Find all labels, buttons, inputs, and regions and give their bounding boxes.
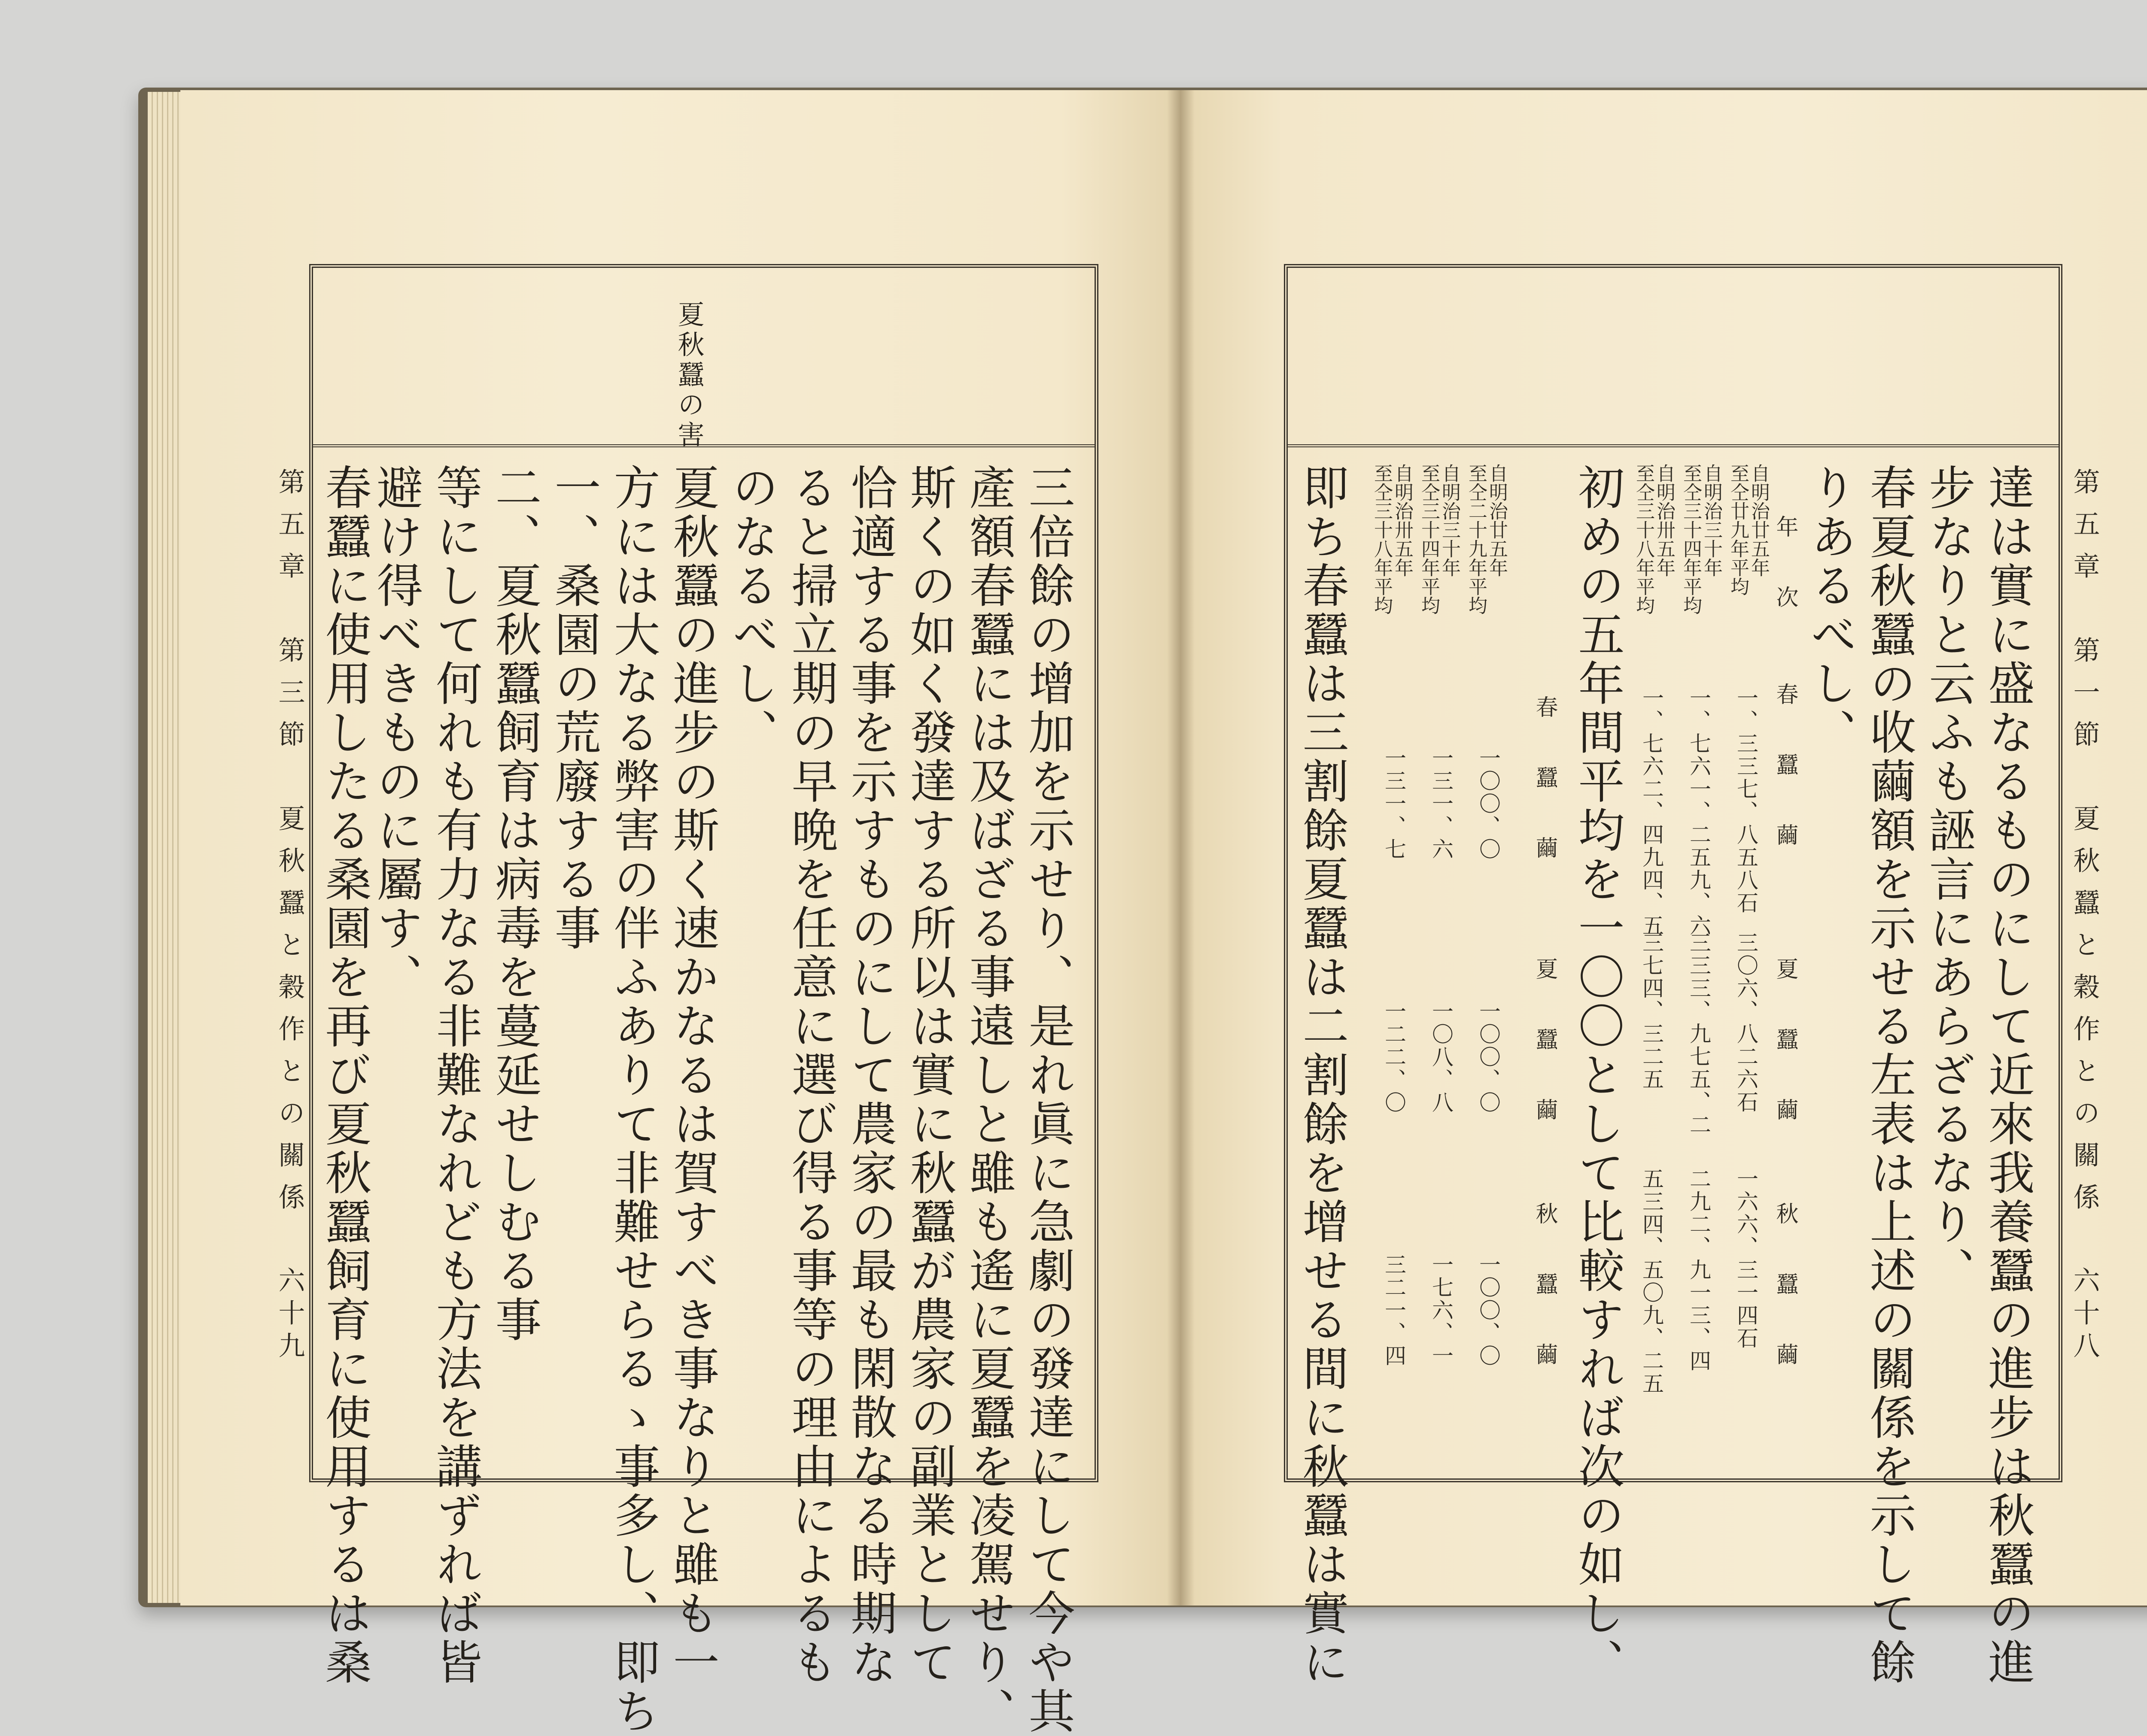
right-line-3: 春夏秋蠶の收繭額を示せる左表は上述の關係を示して餘 xyxy=(1862,464,1916,1687)
left-line-8: 方には大なる弊害の伴ふありて非難せらるゝ事多し、即ち xyxy=(606,464,660,1736)
table2-header-autumn: 秋 蠶 繭 xyxy=(1532,1202,1557,1378)
left-line-2: 產額春蠶には及ばざる事遠しと雖も遙に夏蠶を凌駕せり、 xyxy=(961,464,1015,1736)
table2-header-spring: 春 蠶 繭 xyxy=(1532,695,1557,871)
right-line-1: 達は實に盛なるものにして近來我養蠶の進步は秋蠶の進 xyxy=(1980,464,2034,1687)
table2-row2-summer: 一〇八、八 xyxy=(1429,1000,1454,1114)
table1-header-autumn: 秋 蠶 繭 xyxy=(1772,1202,1798,1378)
right-line-4: りあるべし、 xyxy=(1803,464,1856,757)
table2-row2-period-a: 自明治三十年 xyxy=(1438,464,1460,577)
table1-header-period: 年 次 xyxy=(1772,515,1798,621)
table1-header-spring: 春 蠶 繭 xyxy=(1772,683,1798,859)
table2-row1-spring: 一〇〇、〇 xyxy=(1476,747,1501,861)
table2-row3-autumn: 三二一、四 xyxy=(1381,1253,1406,1367)
table1-row3-autumn: 五三四、五〇九、二五 xyxy=(1639,1168,1664,1395)
table1-row2-period-a: 自明治三十年 xyxy=(1700,464,1722,577)
right-header-rule xyxy=(1288,444,2059,447)
left-line-6: のなるべし、 xyxy=(724,464,778,757)
left-line-4: 恰適する事を示すものにして農家の最も閑散なる時期な xyxy=(843,464,897,1687)
table2-row1-summer: 一〇〇、〇 xyxy=(1476,1000,1501,1114)
right-line-2: 步なりと云ふも誣言にあらざるなり、 xyxy=(1921,464,1975,1296)
left-line-10: 二、夏秋蠶飼育は病毒を蔓延せしむる事 xyxy=(487,464,541,1344)
right-line-middle: 初めの五年間平均を一〇〇として比較すれば次の如し、 xyxy=(1570,464,1624,1687)
table1-row1-spring: 一、三三七、八五八石 xyxy=(1733,687,1758,914)
right-running-head: 第五章 第一節 夏秋蠶と穀作との關係 xyxy=(2069,468,2100,1225)
book-gutter xyxy=(1167,90,1195,1605)
table2-row3-summer: 一二二、〇 xyxy=(1381,1000,1406,1114)
table1-row1-autumn: 一六六、三一四石 xyxy=(1733,1168,1758,1350)
table1-row1-summer: 三〇六、八二六石 xyxy=(1733,932,1758,1114)
table2-header-summer: 夏 蠶 繭 xyxy=(1532,957,1557,1133)
table2-row1-period-b: 至仝二十九年平均 xyxy=(1465,464,1487,615)
table1-row3-period-a: 自明治卅五年 xyxy=(1653,464,1675,577)
left-line-9: 一、桑園の荒廢する事 xyxy=(547,464,600,953)
right-line-last: 即ち春蠶は三割餘夏蠶は二割餘を增せる間に秋蠶は實に xyxy=(1295,464,1348,1687)
left-line-7: 夏秋蠶の進步の斯く速かなるは賀すべき事なりと雖も一 xyxy=(665,464,719,1687)
table2-row2-spring: 一三一、六 xyxy=(1429,747,1454,861)
left-line-11: 等にして何れも有力なる非難なれども方法を講ずれば皆 xyxy=(428,464,482,1687)
table2-row3-period-a: 自明治卅五年 xyxy=(1391,464,1413,577)
left-line-3: 斯くの如く發達する所以は實に秋蠶が農家の副業として xyxy=(902,464,956,1687)
left-line-5: ると掃立期の早晩を任意に選び得る事等の理由によるも xyxy=(784,464,837,1687)
table2-row1-autumn: 一〇〇、〇 xyxy=(1476,1253,1501,1367)
left-running-head: 第五章 第三節 夏秋蠶と穀作との關係 xyxy=(274,468,305,1225)
table1-row2-period-b: 至仝三十四年平均 xyxy=(1680,464,1702,615)
table2-row2-autumn: 一七六、一 xyxy=(1429,1253,1454,1367)
table2-row1-period-a: 自明治廿五年 xyxy=(1486,464,1508,577)
left-line-13: 春蠶に使用したる桑園を再び夏秋蠶飼育に使用するは桑 xyxy=(317,464,371,1687)
table1-row1-period-a: 自明治廿五年 xyxy=(1748,464,1770,577)
left-margin-heading: 夏秋蠶の害 xyxy=(673,300,705,451)
table2-row2-period-b: 至仝三十四年平均 xyxy=(1418,464,1440,615)
left-line-12: 避け得べきものに屬す、 xyxy=(369,464,423,1002)
table1-row1-period-b: 至仝廿九年平均 xyxy=(1727,464,1749,596)
table1-row3-spring: 一、七六二、四九四、五 xyxy=(1639,687,1664,937)
table1-row3-period-b: 至仝三十八年平均 xyxy=(1633,464,1654,615)
left-page-number: 六十九 xyxy=(274,1266,305,1364)
table2-row3-period-b: 至仝三十八年平均 xyxy=(1371,464,1393,615)
table2-row3-spring: 一三一、七 xyxy=(1381,747,1406,861)
table1-row2-autumn: 二九二、九一三、四 xyxy=(1686,1168,1711,1372)
table1-row2-summer: 三三三、九七五、二 xyxy=(1686,932,1711,1136)
table1-header-summer: 夏 蠶 繭 xyxy=(1772,957,1798,1133)
left-line-1: 三倍餘の增加を示せり、是れ眞に急劇の發達にして今や其 xyxy=(1021,464,1074,1736)
table1-row2-spring: 一、七六一、二五九、六 xyxy=(1686,687,1711,937)
table1-row3-summer: 三七四、三二五 xyxy=(1639,932,1664,1091)
right-page-number: 六十八 xyxy=(2069,1266,2100,1364)
